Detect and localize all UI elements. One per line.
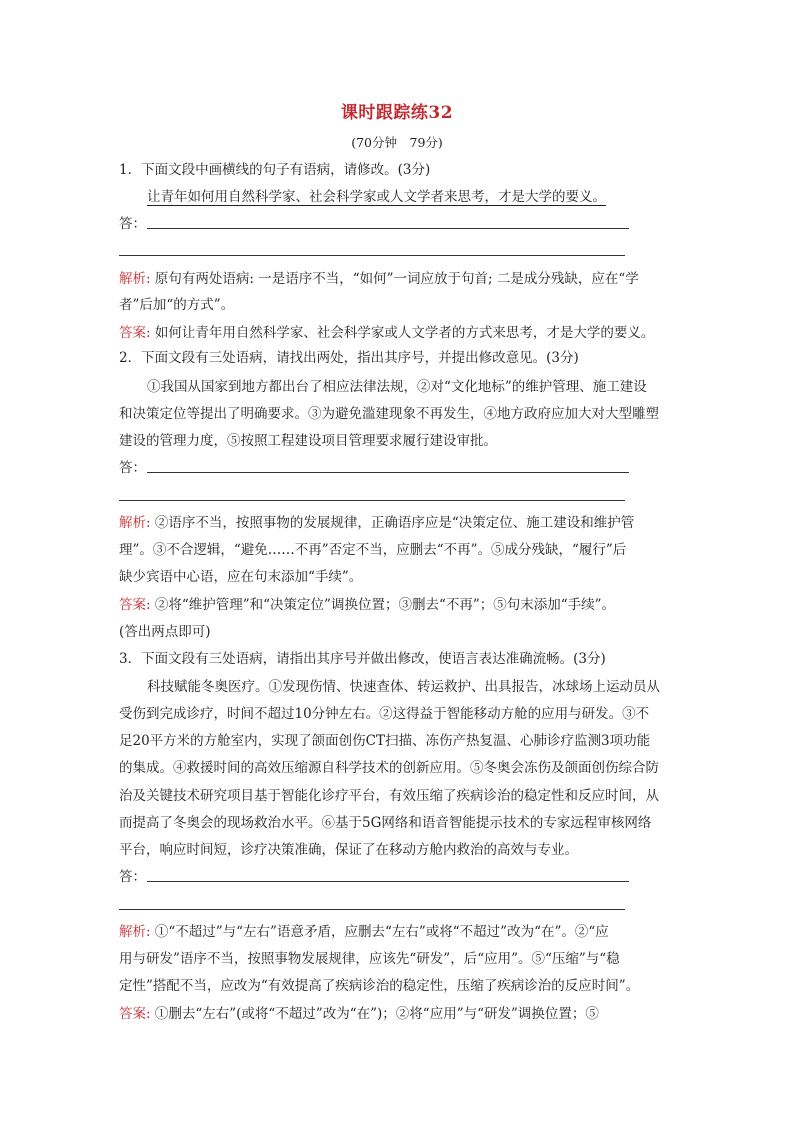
q2-answer-field[interactable] (119, 455, 629, 481)
q1-analysis-text: 原句有两处语病: 一是语序不当，“如何”一词应放于句首; 二是成分残缺，应在“学 (150, 271, 639, 287)
answer-rule-second (119, 909, 625, 910)
q3-passage-line-5: 治及关键技术研究项目基于智能化诊疗平台，有效压缩了疾病诊治的稳定性和反应时间，从 (119, 788, 659, 804)
analysis-label: 解析: (119, 515, 151, 531)
q3-analysis-line-2: 用与研发”语序不当，按照事物发展规律，应该先“研发”，后“应用”。⑤“压缩”与“稳 (119, 951, 620, 967)
q1-underlined-sentence (147, 184, 691, 210)
q2-analysis-line-2: 理”。③不合逻辑，“避免……不再”否定不当，应删去“不再”。⑤成分残缺，“履行”后 (119, 542, 627, 558)
q1-answer-field[interactable] (119, 211, 629, 237)
q3-answer-line (119, 1001, 691, 1027)
answer-rule-second (119, 500, 625, 501)
q1-analysis-line (119, 266, 691, 292)
q2-analysis-line-3: 缺少宾语中心语，应在句末添加“手续”。 (119, 569, 363, 585)
q1-sentence-text: 让青年如何用自然科学家、社会科学家或人文学者来思考，才是大学的要义。 (147, 189, 606, 205)
q2-answer-text: ②将“维护管理”和“决策定位”调换位置；③删去“不再”；⑤句末添加“手续”。 (150, 597, 616, 613)
q3-passage-line-6: 而提高了冬奥会的现场救治水平。⑥基于5G网络和语音智能提示技术的专家远程审核网络 (119, 815, 652, 831)
q2-passage-line-3: 建设的管理力度，⑤按照工程建设项目管理要求履行建设审批。 (119, 433, 497, 449)
answer-rule (147, 881, 629, 882)
q2-answer-line (119, 592, 691, 618)
q3-prompt: 3．下面文段有三处语病，请指出其序号并做出修改，使语言表达准确流畅。(3分) (119, 651, 606, 667)
q3-passage-line-7: 平台，响应时间短，诊疗决策准确，保证了在移动方舱内救治的高效与专业。 (119, 842, 578, 858)
q3-passage-line-4: 的集成。④救援时间的高效压缩源自科学技术的创新应用。⑤冬奥会冻伤及颌面创伤综合防 (119, 760, 659, 776)
q3-analysis-text: ①“不超过”与“左右”语意矛盾，应删去“左右”或将“不超过”改为“在”。②“应 (150, 924, 609, 940)
q2-answer-note: (答出两点即可) (119, 624, 211, 640)
answer-key-label: 答案: (119, 325, 151, 341)
analysis-label: 解析: (119, 924, 151, 940)
q3-passage-line-1: 科技赋能冬奥医疗。①发现伤情、快速查体、转运救护、出具报告，冰球场上运动员从 (147, 679, 660, 695)
q3-answer-text: ①删去“左右”(或将“不超过”改为“在”)；②将“应用”与“研发”调换位置；⑤ (150, 1006, 599, 1022)
answer-label: 答： (119, 869, 146, 885)
q3-answer-field[interactable] (119, 864, 629, 890)
q3-passage-line-2: 受伤到完成诊疗，时间不超过10分钟左右。②这得益于智能移动方舱的应用与研发。③不 (119, 706, 650, 722)
q1-prompt: 1．下面文段中画横线的句子有语病，请修改。(3分) (119, 162, 431, 178)
q2-passage-line-2: 和决策定位等提出了明确要求。③为避免滥建现象不再发生，④地方政府应加大对大型雕塑 (119, 406, 659, 422)
analysis-label: 解析: (119, 271, 151, 287)
answer-label: 答： (119, 460, 146, 476)
q2-passage-line-1: ①我国从国家到地方都出台了相应法律法规，②对“文化地标”的维护管理、施工建设 (147, 379, 647, 395)
q2-prompt: 2．下面文段有三处语病，请找出两处，指出其序号，并提出修改意见。(3分) (119, 350, 579, 366)
q1-analysis-line-2: 者”后加“的方式”。 (119, 297, 235, 313)
answer-rule (147, 228, 629, 229)
answer-rule (147, 472, 629, 473)
answer-label: 答： (119, 216, 146, 232)
q3-analysis-line (119, 919, 691, 945)
page-title: 课时跟踪练32 (340, 103, 454, 123)
q2-analysis-text: ②语序不当，按照事物的发展规律，正确语序应是“决策定位、施工建设和维护管 (150, 515, 635, 531)
q3-analysis-line-3: 定性”搭配不当，应改为“有效提高了疾病诊治的稳定性，压缩了疾病诊治的反应时间”。 (119, 978, 640, 994)
answer-key-label: 答案: (119, 1006, 151, 1022)
time-score-subtitle: (70分钟 79分) (351, 135, 443, 150)
answer-key-label: 答案: (119, 597, 151, 613)
q1-answer-text: 如何让青年用自然科学家、社会科学家或人文学者的方式来思考，才是大学的要义。 (150, 325, 655, 341)
q2-analysis-line (119, 510, 691, 536)
q1-answer-line (119, 320, 691, 346)
q3-passage-line-3: 足20平方米的方舱室内，实现了颌面创伤CT扫描、冻伤产热复温、心肺诊疗监测3项功能 (119, 733, 651, 749)
answer-rule-second (119, 255, 625, 256)
